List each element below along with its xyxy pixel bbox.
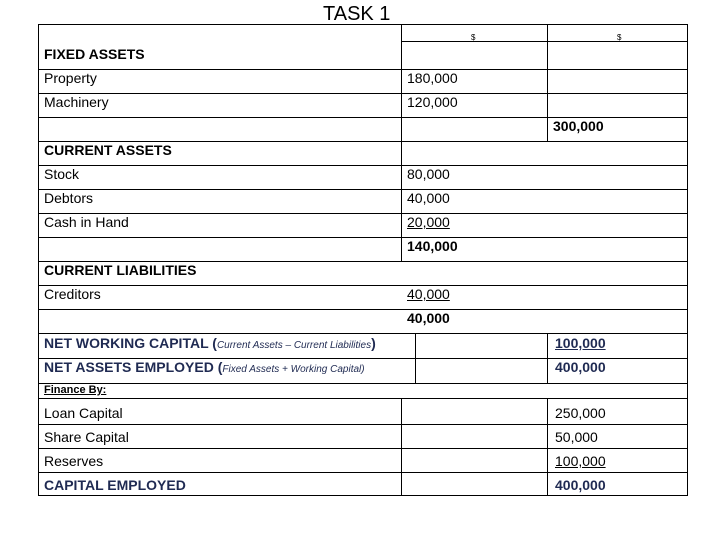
row-value: 80,000 bbox=[407, 166, 450, 182]
currency-header: $ bbox=[617, 33, 622, 42]
net-working-capital-label bbox=[44, 335, 376, 354]
row-divider bbox=[401, 41, 688, 42]
fixed-assets-total: 300,000 bbox=[553, 118, 604, 134]
row-divider bbox=[39, 383, 688, 384]
net-working-capital-title: NET WORKING CAPITAL bbox=[44, 335, 209, 351]
page-title: TASK 1 bbox=[323, 3, 391, 25]
net-assets-employed-label bbox=[44, 359, 365, 378]
section-heading-current-assets: CURRENT ASSETS bbox=[44, 142, 172, 158]
row-divider bbox=[39, 285, 688, 286]
row-label: Cash in Hand bbox=[44, 214, 129, 230]
row-divider bbox=[39, 398, 688, 399]
net-assets-employed-note: Fixed Assets + Working Capital) bbox=[222, 364, 365, 375]
row-divider bbox=[39, 69, 688, 70]
row-divider bbox=[39, 93, 688, 94]
row-label: Share Capital bbox=[44, 429, 129, 445]
row-divider bbox=[39, 165, 688, 166]
row-divider bbox=[39, 237, 688, 238]
net-working-capital-value: 100,000 bbox=[555, 335, 606, 351]
current-liabilities-total: 40,000 bbox=[407, 310, 450, 326]
row-divider bbox=[39, 333, 688, 334]
current-assets-total: 140,000 bbox=[407, 238, 458, 254]
row-value: 40,000 bbox=[407, 286, 450, 302]
row-divider bbox=[39, 189, 688, 190]
net-assets-employed-value: 400,000 bbox=[555, 359, 606, 375]
row-label: Property bbox=[44, 70, 97, 86]
row-label: Debtors bbox=[44, 190, 94, 206]
row-divider bbox=[39, 424, 688, 425]
row-value: 250,000 bbox=[555, 405, 606, 421]
net-working-capital-paren-open: ( bbox=[212, 335, 217, 351]
currency-header: $ bbox=[471, 33, 476, 42]
row-label: Reserves bbox=[44, 453, 104, 469]
capital-employed-value: 400,000 bbox=[555, 477, 606, 493]
row-label: Stock bbox=[44, 166, 80, 182]
net-working-capital-paren-close: ) bbox=[371, 335, 376, 351]
net-assets-employed-title: NET ASSETS EMPLOYED bbox=[44, 359, 214, 375]
capital-employed-label: CAPITAL EMPLOYED bbox=[44, 477, 186, 493]
row-label: Machinery bbox=[44, 94, 109, 110]
column-divider bbox=[547, 25, 548, 141]
net-assets-employed-paren-open: ( bbox=[217, 359, 223, 375]
row-divider bbox=[39, 213, 688, 214]
row-value: 40,000 bbox=[407, 190, 450, 206]
row-value: 50,000 bbox=[555, 429, 598, 445]
row-label: Creditors bbox=[44, 286, 101, 302]
column-divider bbox=[547, 398, 548, 496]
row-value: 20,000 bbox=[407, 214, 450, 230]
row-value: 100,000 bbox=[555, 453, 606, 469]
row-label: Loan Capital bbox=[44, 405, 123, 421]
row-divider bbox=[39, 472, 688, 473]
section-heading-fixed-assets: FIXED ASSETS bbox=[44, 46, 145, 62]
row-value: 180,000 bbox=[407, 70, 458, 86]
balance-sheet-table bbox=[38, 24, 688, 496]
row-value: 120,000 bbox=[407, 94, 458, 110]
section-heading-current-liabilities: CURRENT LIABILITIES bbox=[44, 262, 197, 278]
row-divider bbox=[39, 448, 688, 449]
column-divider bbox=[401, 25, 402, 261]
section-heading-finance-by: Finance By: bbox=[44, 384, 107, 396]
net-working-capital-note: Current Assets – Current Liabilities bbox=[216, 340, 372, 351]
row-divider bbox=[39, 309, 688, 310]
column-divider bbox=[401, 398, 402, 496]
